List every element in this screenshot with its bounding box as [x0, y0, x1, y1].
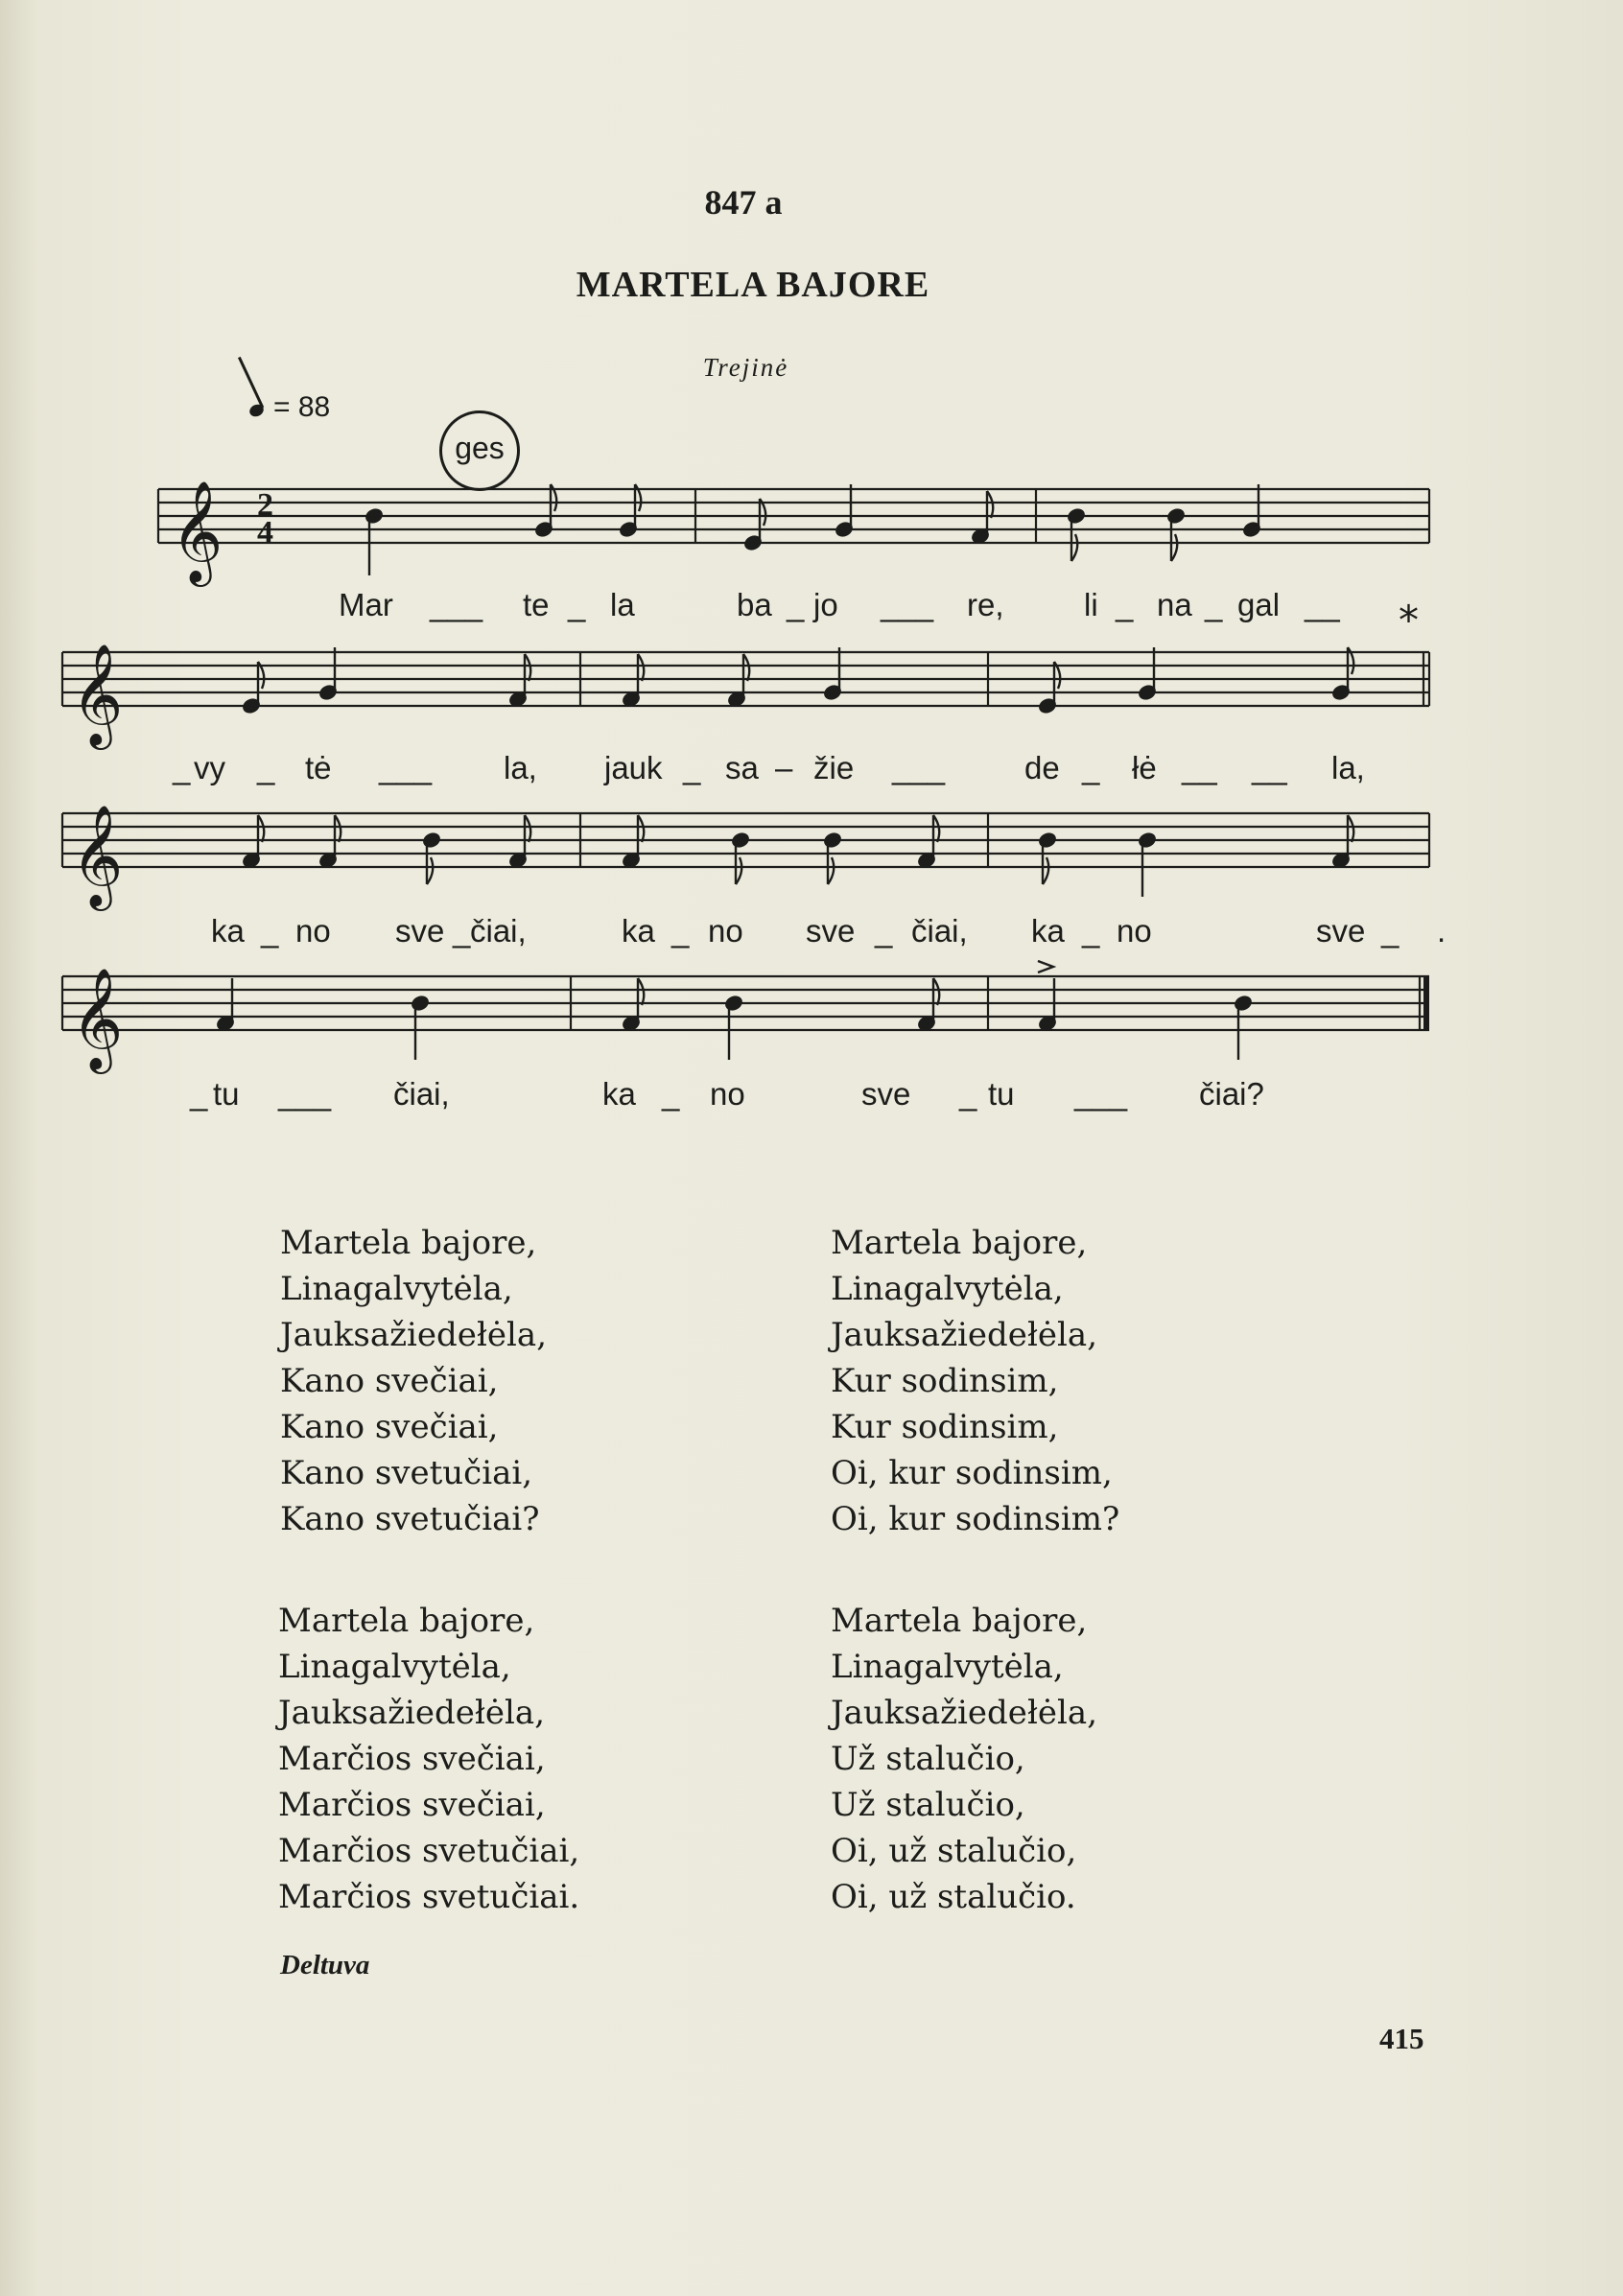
- verse-line: Jauksažiedełėla,: [831, 1316, 1098, 1354]
- lyric-syllable: žie: [813, 750, 855, 785]
- lyric-syllable: la,: [504, 750, 537, 785]
- lyric-syllable: tu: [213, 1076, 240, 1112]
- lyric-syllable: li: [1084, 587, 1098, 622]
- page-number: 415: [1379, 2022, 1424, 2055]
- lyric-syllable: čiai,: [393, 1076, 450, 1112]
- verse-line: Oi, kur sodinsim,: [831, 1454, 1113, 1492]
- verse-line: Jauksažiedełėla,: [831, 1694, 1098, 1732]
- verse-line: Marčios svetučiai.: [278, 1878, 580, 1916]
- lyric-extender: ___: [1074, 1076, 1128, 1112]
- lyric-syllable: la: [610, 587, 635, 622]
- treble-clef-icon: 𝄞: [71, 643, 124, 745]
- verse-line: Kano svečiai,: [280, 1408, 499, 1446]
- asterisk-mark: *: [1399, 597, 1419, 644]
- lyric-extender: ___: [881, 587, 934, 622]
- lyric-syllable: jo: [813, 587, 838, 622]
- lyric-syllable: Mar: [339, 587, 393, 622]
- verse-line: Kano svetučiai,: [280, 1454, 533, 1492]
- verse-line: Marčios svečiai,: [278, 1786, 546, 1824]
- lyric-syllable: sve: [395, 913, 445, 949]
- lyric-extender: __: [1305, 587, 1340, 622]
- verse-line: Oi, kur sodinsim?: [831, 1500, 1120, 1538]
- verse-line: Linagalvytėla,: [280, 1270, 513, 1308]
- lyric-hyphen: _: [671, 913, 690, 949]
- verse-line: Marčios svetučiai,: [278, 1832, 580, 1870]
- place-name: Deltuva: [280, 1950, 370, 1980]
- time-signature-top: 2: [257, 487, 273, 523]
- verse-line: Kur sodinsim,: [831, 1362, 1059, 1400]
- lyric-hyphen: _: [261, 913, 279, 949]
- lyric-syllable: re,: [967, 587, 1004, 622]
- lyric-hyphen: _: [662, 1076, 680, 1112]
- verse-line: Linagalvytėla,: [831, 1270, 1064, 1308]
- lyric-syllable: na: [1157, 587, 1192, 622]
- lyric-syllable: no: [708, 913, 743, 949]
- lyric-syllable: ka: [1031, 913, 1065, 949]
- lyric-hyphen: _: [190, 1076, 208, 1112]
- lyric-extender: ___: [379, 750, 433, 785]
- verse-line: Kano svetučiai?: [280, 1500, 540, 1538]
- lyric-syllable: łė: [1132, 750, 1157, 785]
- treble-clef-icon: 𝄞: [71, 967, 124, 1069]
- lyric-hyphen: _: [173, 750, 191, 785]
- lyrics-line-2: [0, 750, 1623, 788]
- lyric-syllable: de: [1024, 750, 1060, 785]
- song-number: 847 a: [704, 183, 783, 222]
- lyric-syllable: čiai,: [911, 913, 968, 949]
- lyrics-line-1: [0, 587, 1623, 625]
- lyric-hyphen: _: [1116, 587, 1134, 622]
- lyric-syllable: sa: [725, 750, 759, 785]
- lyric-extender: __: [1182, 750, 1217, 785]
- lyric-syllable: tė: [305, 750, 332, 785]
- lyric-extender: __: [1252, 750, 1287, 785]
- lyrics-line-4: [0, 1076, 1623, 1114]
- verse-2: [831, 1220, 1119, 1542]
- lyric-hyphen: _: [787, 587, 805, 622]
- lyric-hyphen: _: [568, 587, 586, 622]
- lyric-syllable: gal: [1237, 587, 1281, 622]
- lyric-extender: ___: [430, 587, 483, 622]
- verse-1: [280, 1220, 547, 1542]
- lyrics-line-3: [0, 913, 1623, 951]
- lyric-hyphen: _: [257, 750, 275, 785]
- lyric-syllable: jauk: [604, 750, 663, 785]
- verse-line: Oi, už stalučio.: [831, 1878, 1076, 1916]
- verse-line: Martela bajore,: [278, 1602, 535, 1640]
- lyric-syllable: tu: [988, 1076, 1015, 1112]
- ges-annotation: ges: [439, 410, 520, 491]
- lyric-syllable: sve: [806, 913, 856, 949]
- verse-line: Linagalvytėla,: [278, 1648, 511, 1686]
- treble-clef-icon: 𝄞: [171, 480, 223, 582]
- verse-line: Linagalvytėla,: [831, 1648, 1064, 1686]
- verse-line: Marčios svečiai,: [278, 1740, 546, 1778]
- lyric-syllable: ba: [737, 587, 772, 622]
- tempo-value: = 88: [273, 391, 331, 423]
- lyric-hyphen: _: [1205, 587, 1223, 622]
- lyric-hyphen: _: [1082, 750, 1100, 785]
- lyric-syllable: no: [295, 913, 331, 949]
- lyric-hyphen: _: [1082, 913, 1100, 949]
- lyric-syllable: no: [710, 1076, 745, 1112]
- verse-line: Kano svečiai,: [280, 1362, 499, 1400]
- verse-line: Oi, už stalučio,: [831, 1832, 1077, 1870]
- lyric-punctuation: .: [1437, 913, 1447, 949]
- staff-line-group-4: [62, 976, 1429, 1030]
- verse-line: Martela bajore,: [831, 1224, 1088, 1262]
- verse-line: Kur sodinsim,: [831, 1408, 1059, 1446]
- song-title: MARTELA BAJORE: [576, 265, 930, 305]
- lyric-syllable: čiai,: [470, 913, 527, 949]
- lyric-syllable: sve: [861, 1076, 911, 1112]
- song-subtitle: Trejinė: [702, 353, 789, 382]
- lyric-syllable: sve: [1316, 913, 1366, 949]
- lyric-syllable: no: [1117, 913, 1152, 949]
- lyric-syllable: te: [523, 587, 550, 622]
- lyric-syllable: čiai?: [1199, 1076, 1264, 1112]
- lyric-syllable: la,: [1331, 750, 1365, 785]
- lyric-syllable: vy: [194, 750, 225, 785]
- lyric-syllable: ka: [602, 1076, 636, 1112]
- lyric-hyphen: _: [1381, 913, 1400, 949]
- verse-line: Martela bajore,: [831, 1602, 1088, 1640]
- verse-line: Martela bajore,: [280, 1224, 537, 1262]
- treble-clef-icon: 𝄞: [71, 804, 124, 906]
- verse-line: Už stalučio,: [831, 1740, 1025, 1778]
- verse-3: [278, 1598, 579, 1920]
- lyric-syllable: ka: [622, 913, 655, 949]
- time-signature-bottom: 4: [257, 515, 273, 551]
- lyric-extender: ___: [892, 750, 946, 785]
- accent-mark: [1038, 961, 1053, 972]
- verse-line: Jauksažiedełėla,: [278, 1694, 546, 1732]
- lyric-hyphen: _: [959, 1076, 977, 1112]
- lyric-syllable: ka: [211, 913, 245, 949]
- verse-4: [831, 1598, 1097, 1920]
- lyric-hyphen: _: [453, 913, 471, 949]
- lyric-hyphen: –: [775, 750, 793, 785]
- staff-line-group-1: [158, 489, 1429, 543]
- lyric-hyphen: _: [683, 750, 701, 785]
- verse-line: Jauksažiedełėla,: [280, 1316, 548, 1354]
- verse-line: Už stalučio,: [831, 1786, 1025, 1824]
- lyric-extender: ___: [278, 1076, 332, 1112]
- lyric-hyphen: _: [875, 913, 893, 949]
